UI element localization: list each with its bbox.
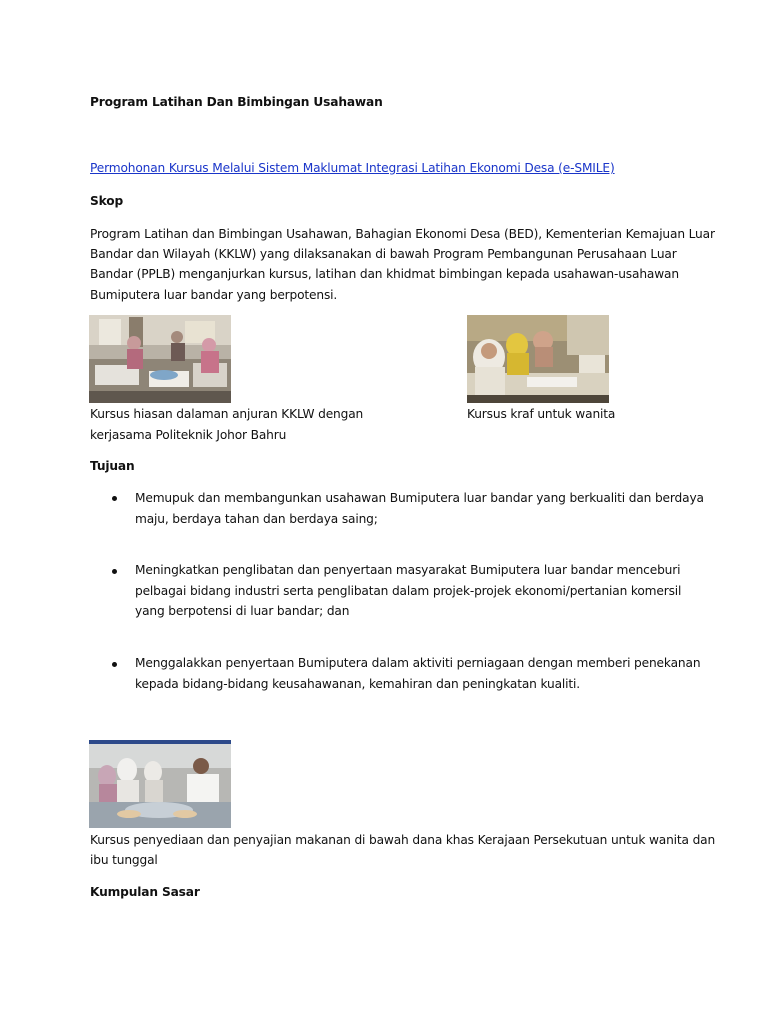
- skop-heading: Skop: [90, 194, 124, 208]
- caption-photo-3-line-2: ibu tunggal: [90, 853, 158, 867]
- bullet-item-2-line-3: yang berpotensi di luar bandar; dan: [135, 604, 350, 618]
- caption-photo-1-line-1: Kursus hiasan dalaman anjuran KKLW dengan: [90, 407, 364, 421]
- bullet-marker: [112, 569, 117, 574]
- bullet-marker: [112, 662, 117, 667]
- bullet-item-2-line-1: Meningkatkan penglibatan dan penyertaan masyarakat Bumiputera luar bandar menceburi: [135, 563, 681, 577]
- esmile-application-link[interactable]: Permohonan Kursus Melalui Sistem Maklumat Integrasi Latihan Ekonomi Desa (e-SMILE): [90, 161, 615, 175]
- bullet-item-1: [135, 488, 704, 529]
- skop-line-2: Bandar dan Wilayah (KKLW) yang dilaksanakan di bawah Program Pembangunan Perusahaan Luar: [90, 247, 677, 261]
- photo-interior-decoration-course: [89, 315, 231, 403]
- photo-craft-course: [467, 315, 609, 403]
- bullet-item-1-line-1: Memupuk dan membangunkan usahawan Bumiputera luar bandar yang berkualiti dan berdaya: [135, 491, 704, 505]
- skop-line-4: Bumiputera luar bandar yang berpotensi.: [90, 288, 338, 302]
- skop-line-1: Program Latihan dan Bimbingan Usahawan, Bahagian Ekonomi Desa (BED), Kementerian Kemajuan Luar: [90, 227, 715, 241]
- caption-photo-3-line-1: Kursus penyediaan dan penyajian makanan di bawah dana khas Kerajaan Persekutuan untuk wanita dan: [90, 833, 716, 847]
- bullet-item-2-line-2: pelbagai bidang industri serta penglibatan dalam projek-projek ekonomi/pertanian komersil: [135, 583, 682, 598]
- photo-food-preparation-course: [89, 740, 231, 828]
- bullet-item-2: [135, 560, 680, 622]
- bullet-marker: [112, 496, 117, 501]
- caption-photo-1-line-2: kerjasama Politeknik Johor Bahru: [90, 428, 287, 442]
- caption-photo-2: Kursus kraf untuk wanita: [467, 407, 616, 421]
- bullet-item-3: [135, 653, 701, 694]
- kumpulan-sasar-heading: Kumpulan Sasar: [90, 885, 200, 899]
- page-title: Program Latihan Dan Bimbingan Usahawan: [90, 95, 383, 109]
- skop-line-3: Bandar (PPLB) menganjurkan kursus, latihan dan khidmat bimbingan kepada usahawan-usahawan: [90, 267, 679, 281]
- bullet-item-1-line-2: maju, berdaya tahan dan berdaya saing;: [135, 511, 378, 526]
- bullet-item-3-line-1: Menggalakkan penyertaan Bumiputera dalam aktiviti perniagaan dengan memberi penekanan: [135, 656, 701, 670]
- bullet-item-3-line-2: kepada bidang-bidang keusahawanan, kemahiran dan peningkatan kualiti.: [135, 676, 580, 691]
- tujuan-heading: Tujuan: [90, 459, 135, 473]
